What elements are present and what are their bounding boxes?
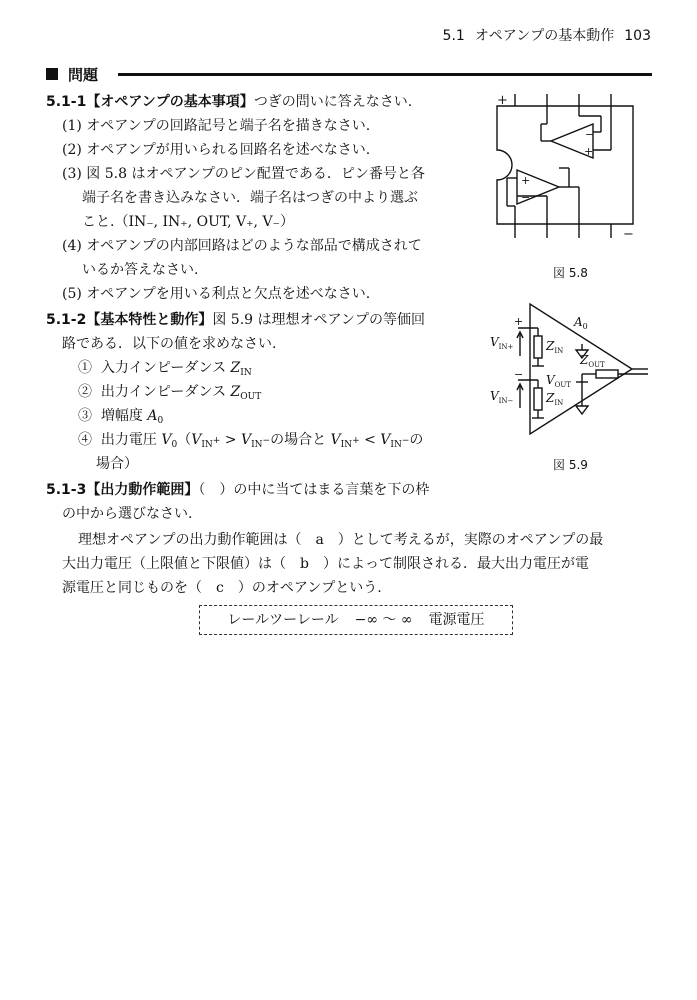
svg-text:A0 (573, 315, 588, 331)
page-number: 103 (624, 28, 651, 44)
item-4-paren: （ (177, 432, 192, 448)
fig59-zin-resistor-bottom (534, 388, 542, 410)
problem-2-item-3 (78, 406, 163, 431)
svg-text:VOUT (546, 373, 571, 389)
header-section-title: オペアンプの基本動作 (474, 28, 615, 44)
problem-3-lead-cont: の中から選びなさい. (62, 506, 193, 522)
problem-2-item-2 (78, 382, 261, 407)
fig59-zin-top-sub: IN (554, 347, 564, 355)
fig59-zout: Z (580, 353, 589, 367)
item-2-mark: ② (78, 384, 92, 400)
item-3-var: A (147, 408, 158, 424)
problem-2-item-1 (78, 358, 252, 383)
problem-1-item-1: (1) オペアンプの回路記号と端子名を描きなさい. (62, 118, 371, 134)
fig59-vout-sub: OUT (554, 381, 571, 389)
problem-1-lead: つぎの問いに答えなさい. (253, 94, 413, 110)
svg-text:VIN+ (490, 335, 514, 351)
problem-1-item-3-cont2: こと.（IN₋, IN₊, OUT, V₊, V₋） (82, 214, 294, 230)
item-2-text: 出力インピーダンス (100, 384, 231, 400)
item-4-vin-d-sub: IN− (390, 436, 410, 450)
item-4-vin-d: V (380, 432, 391, 448)
item-4-vin-a-sub: IN+ (201, 436, 221, 450)
figure-5-8-pinout (485, 88, 655, 248)
fig59-plus-label: + (514, 315, 524, 328)
fig59-zin-resistor-top (534, 336, 542, 358)
item-4-vin-a: V (191, 432, 202, 448)
fig59-vin-minus: V (490, 389, 499, 403)
running-header (443, 25, 651, 45)
fig59-zin-bottom-sub: IN (554, 399, 564, 407)
heading-square-icon (46, 68, 58, 80)
fig59-a0-sub: 0 (582, 322, 588, 331)
svg-text:+: + (584, 145, 594, 158)
svg-text:ZIN (545, 391, 563, 407)
item-4-vin-c: V (330, 432, 341, 448)
figure-5-9-equivalent-circuit (488, 300, 658, 440)
item-4-var: V (161, 432, 172, 448)
fig59-vout: V (546, 373, 555, 387)
item-4-gt: > (220, 432, 241, 448)
problem-1-item-3: (3) 図 5.8 はオペアンプのピン配置である．ピン番号と各 (62, 166, 425, 182)
item-4-mark: ④ (78, 432, 92, 448)
fig59-vin-minus-sub: IN− (498, 397, 514, 405)
fig59-zout-resistor (596, 370, 618, 378)
problem-1-item-5: (5) オペアンプを用いる利点と欠点を述べなさい. (62, 286, 371, 302)
fig58-minus-label: − (623, 227, 634, 242)
problem-1-header (46, 92, 412, 112)
fig59-zin-top: Z (546, 339, 555, 353)
choice-box (199, 605, 513, 635)
fig59-zin-bottom: Z (546, 391, 555, 405)
problem-2-lead: 図 5.9 は理想オペアンプの等価回 (212, 312, 425, 328)
item-4-vin-b: V (240, 432, 252, 448)
figure-5-8-caption: 図 5.8 (553, 266, 588, 280)
item-1-mark: ① (78, 360, 92, 376)
problem-2-title: 【基本特性と動作】 (86, 312, 213, 328)
problem-2-header (46, 310, 425, 330)
problem-3-body-3: 源電圧と同じものを（ c ）のオペアンプという. (62, 580, 382, 596)
problem-2-item-4 (78, 430, 423, 455)
item-3-sub: 0 (157, 416, 164, 426)
item-4-case1: の場合と (270, 432, 331, 448)
problem-1-title: 【オペアンプの基本事項】 (86, 94, 254, 110)
fig59-zout-sub: OUT (588, 361, 605, 369)
svg-text:ZOUT (579, 353, 605, 369)
choice-3: 電源電圧 (428, 612, 485, 628)
problem-3-lead: （ ）の中に当てはまる言葉を下の枠 (198, 482, 430, 498)
item-2-sub: OUT (240, 392, 262, 402)
item-4-case2: の (409, 432, 424, 448)
section-heading-text: 問題 (68, 66, 99, 84)
item-4-text: 出力電圧 (100, 432, 162, 448)
header-section-number: 5.1 (442, 28, 465, 44)
item-4-vin-b-sub: IN− (251, 436, 271, 450)
item-4-vin-c-sub: IN+ (340, 436, 360, 450)
fig58-plus-label: + (497, 93, 508, 108)
heading-rule (118, 73, 652, 76)
problem-3-title: 【出力動作範囲】 (86, 482, 199, 498)
problem-2-item-4-cont: 場合） (96, 456, 138, 472)
problem-2-number: 5.1-2 (46, 312, 87, 328)
svg-text:ZIN (545, 339, 563, 355)
item-1-var: Z (230, 360, 241, 376)
item-4-lt: < (359, 432, 381, 448)
problem-3-body-1: 理想オペアンプの出力動作範囲は（ a ）として考えるが，実際のオペアンプの最 (78, 532, 604, 548)
problem-1-item-3-cont: 端子名を書き込みなさい．端子名はつぎの中より選ぶ (82, 190, 418, 206)
fig59-minus-label: − (514, 368, 524, 381)
svg-text:−: − (585, 128, 595, 141)
svg-text:−: − (521, 191, 531, 204)
item-1-text: 入力インピーダンス (100, 360, 231, 376)
problem-3-header (46, 480, 429, 500)
problem-2-lead-cont: 路である．以下の値を求めなさい. (62, 336, 277, 352)
fig59-a0: A (574, 315, 583, 329)
problem-1-item-4: (4) オペアンプの内部回路はどのような部品で構成されて (62, 238, 422, 254)
item-1-sub: IN (240, 368, 252, 378)
choice-1: レールツーレール (227, 612, 339, 628)
item-4-sub: 0 (171, 440, 178, 450)
problem-3-body-2: 大出力電圧（上限値と下限値）は（ b ）によって制限される．最大出力電圧が電 (62, 556, 589, 572)
problem-1-item-4-cont: いるか答えなさい. (82, 262, 199, 278)
fig59-ground-1 (576, 406, 588, 414)
fig59-vin-plus-sub: IN+ (498, 343, 514, 351)
item-2-var: Z (230, 384, 241, 400)
svg-text:+: + (521, 174, 531, 187)
problem-3-number: 5.1-3 (46, 482, 87, 498)
section-heading (46, 64, 652, 86)
figure-5-9-caption: 図 5.9 (553, 458, 588, 472)
svg-text:VIN− (490, 389, 514, 405)
item-3-text: 増幅度 (100, 408, 148, 424)
fig59-vin-plus: V (490, 335, 499, 349)
package-body (497, 106, 633, 224)
problem-1-number: 5.1-1 (46, 94, 87, 110)
problem-1-item-2: (2) オペアンプが用いられる回路名を述べなさい. (62, 142, 371, 158)
choice-2: −∞ 〜 ∞ (354, 612, 413, 628)
item-3-mark: ③ (78, 408, 92, 424)
